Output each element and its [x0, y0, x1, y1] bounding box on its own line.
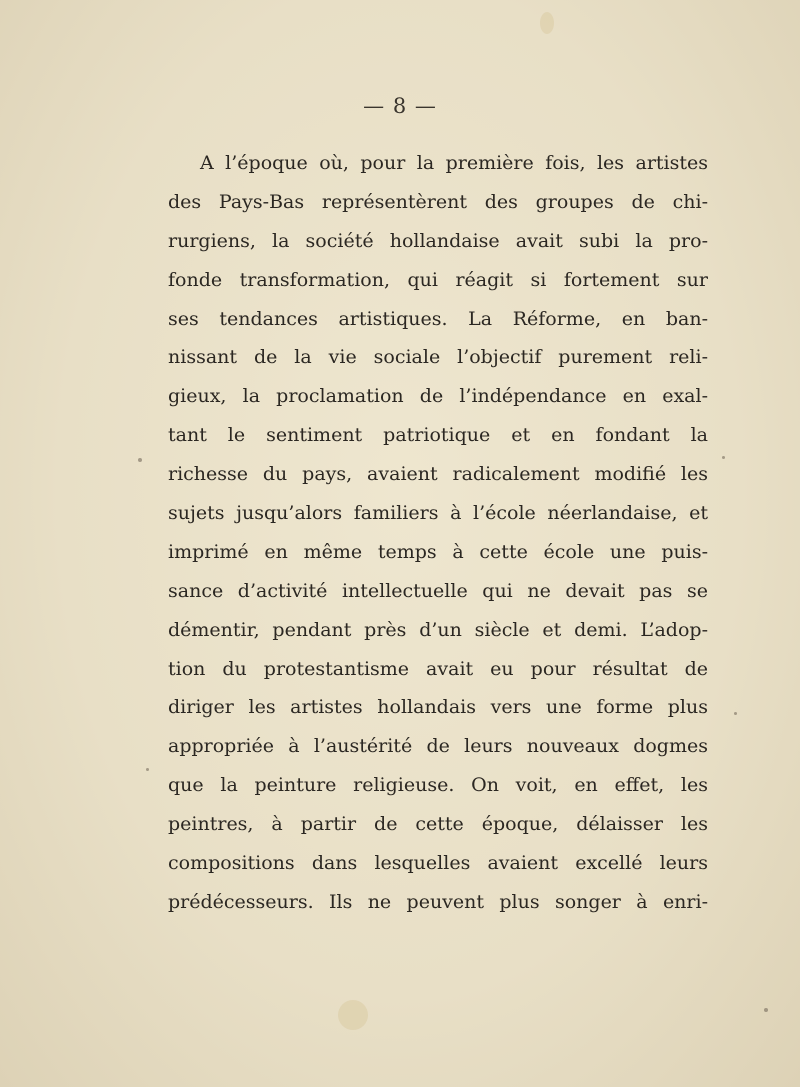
paper-stain — [540, 12, 554, 34]
text-line: fonde transformation, qui réagit si fortement sur — [168, 268, 708, 291]
paper-stain — [338, 1000, 368, 1030]
text-line: gieux, la proclamation de l’indépendance en exal- — [168, 385, 708, 408]
text-line: sujets jusqu’alors familiers à l’école néerlandaise, et — [168, 502, 708, 525]
text-line: tant le sentiment patriotique et en fondant la — [168, 424, 708, 447]
text-line: appropriée à l’austérité de leurs nouveaux dogmes — [168, 735, 708, 758]
text-line: richesse du pays, avaient radicalement modifié les — [168, 463, 708, 486]
text-line: imprimé en même temps à cette école une puis- — [168, 540, 708, 563]
text-line: compositions dans lesquelles avaient excellé leurs — [168, 852, 708, 875]
text-line: sance d’activité intellectuelle qui ne devait pas se — [168, 579, 708, 602]
page-number: — 8 — — [363, 94, 437, 118]
text-line: prédécesseurs. Ils ne peuvent plus songer à enri- — [168, 890, 708, 913]
text-line: que la peinture religieuse. On voit, en effet, les — [168, 774, 708, 797]
text-line: A l’époque où, pour la première fois, les artistes — [200, 152, 708, 174]
paper-speck — [764, 1008, 768, 1012]
text-line: nissant de la vie sociale l’objectif purement reli- — [168, 346, 708, 369]
paper-speck — [722, 456, 725, 459]
text-line: ses tendances artistiques. La Réforme, en ban- — [168, 307, 708, 330]
paper-speck — [138, 458, 142, 462]
paper-speck — [146, 768, 149, 771]
text-line: peintres, à partir de cette époque, délaisser les — [168, 813, 708, 836]
text-line: tion du protestantisme avait eu pour résultat de — [168, 657, 708, 680]
paper-speck — [734, 712, 737, 715]
text-line: rurgiens, la société hollandaise avait subi la pro- — [168, 229, 708, 252]
text-line: démentir, pendant près d’un siècle et demi. L’adop- — [168, 618, 708, 641]
text-line: diriger les artistes hollandais vers une forme plus — [168, 696, 708, 719]
text-line: des Pays-Bas représentèrent des groupes de chi- — [168, 190, 708, 213]
body-text — [168, 144, 708, 922]
